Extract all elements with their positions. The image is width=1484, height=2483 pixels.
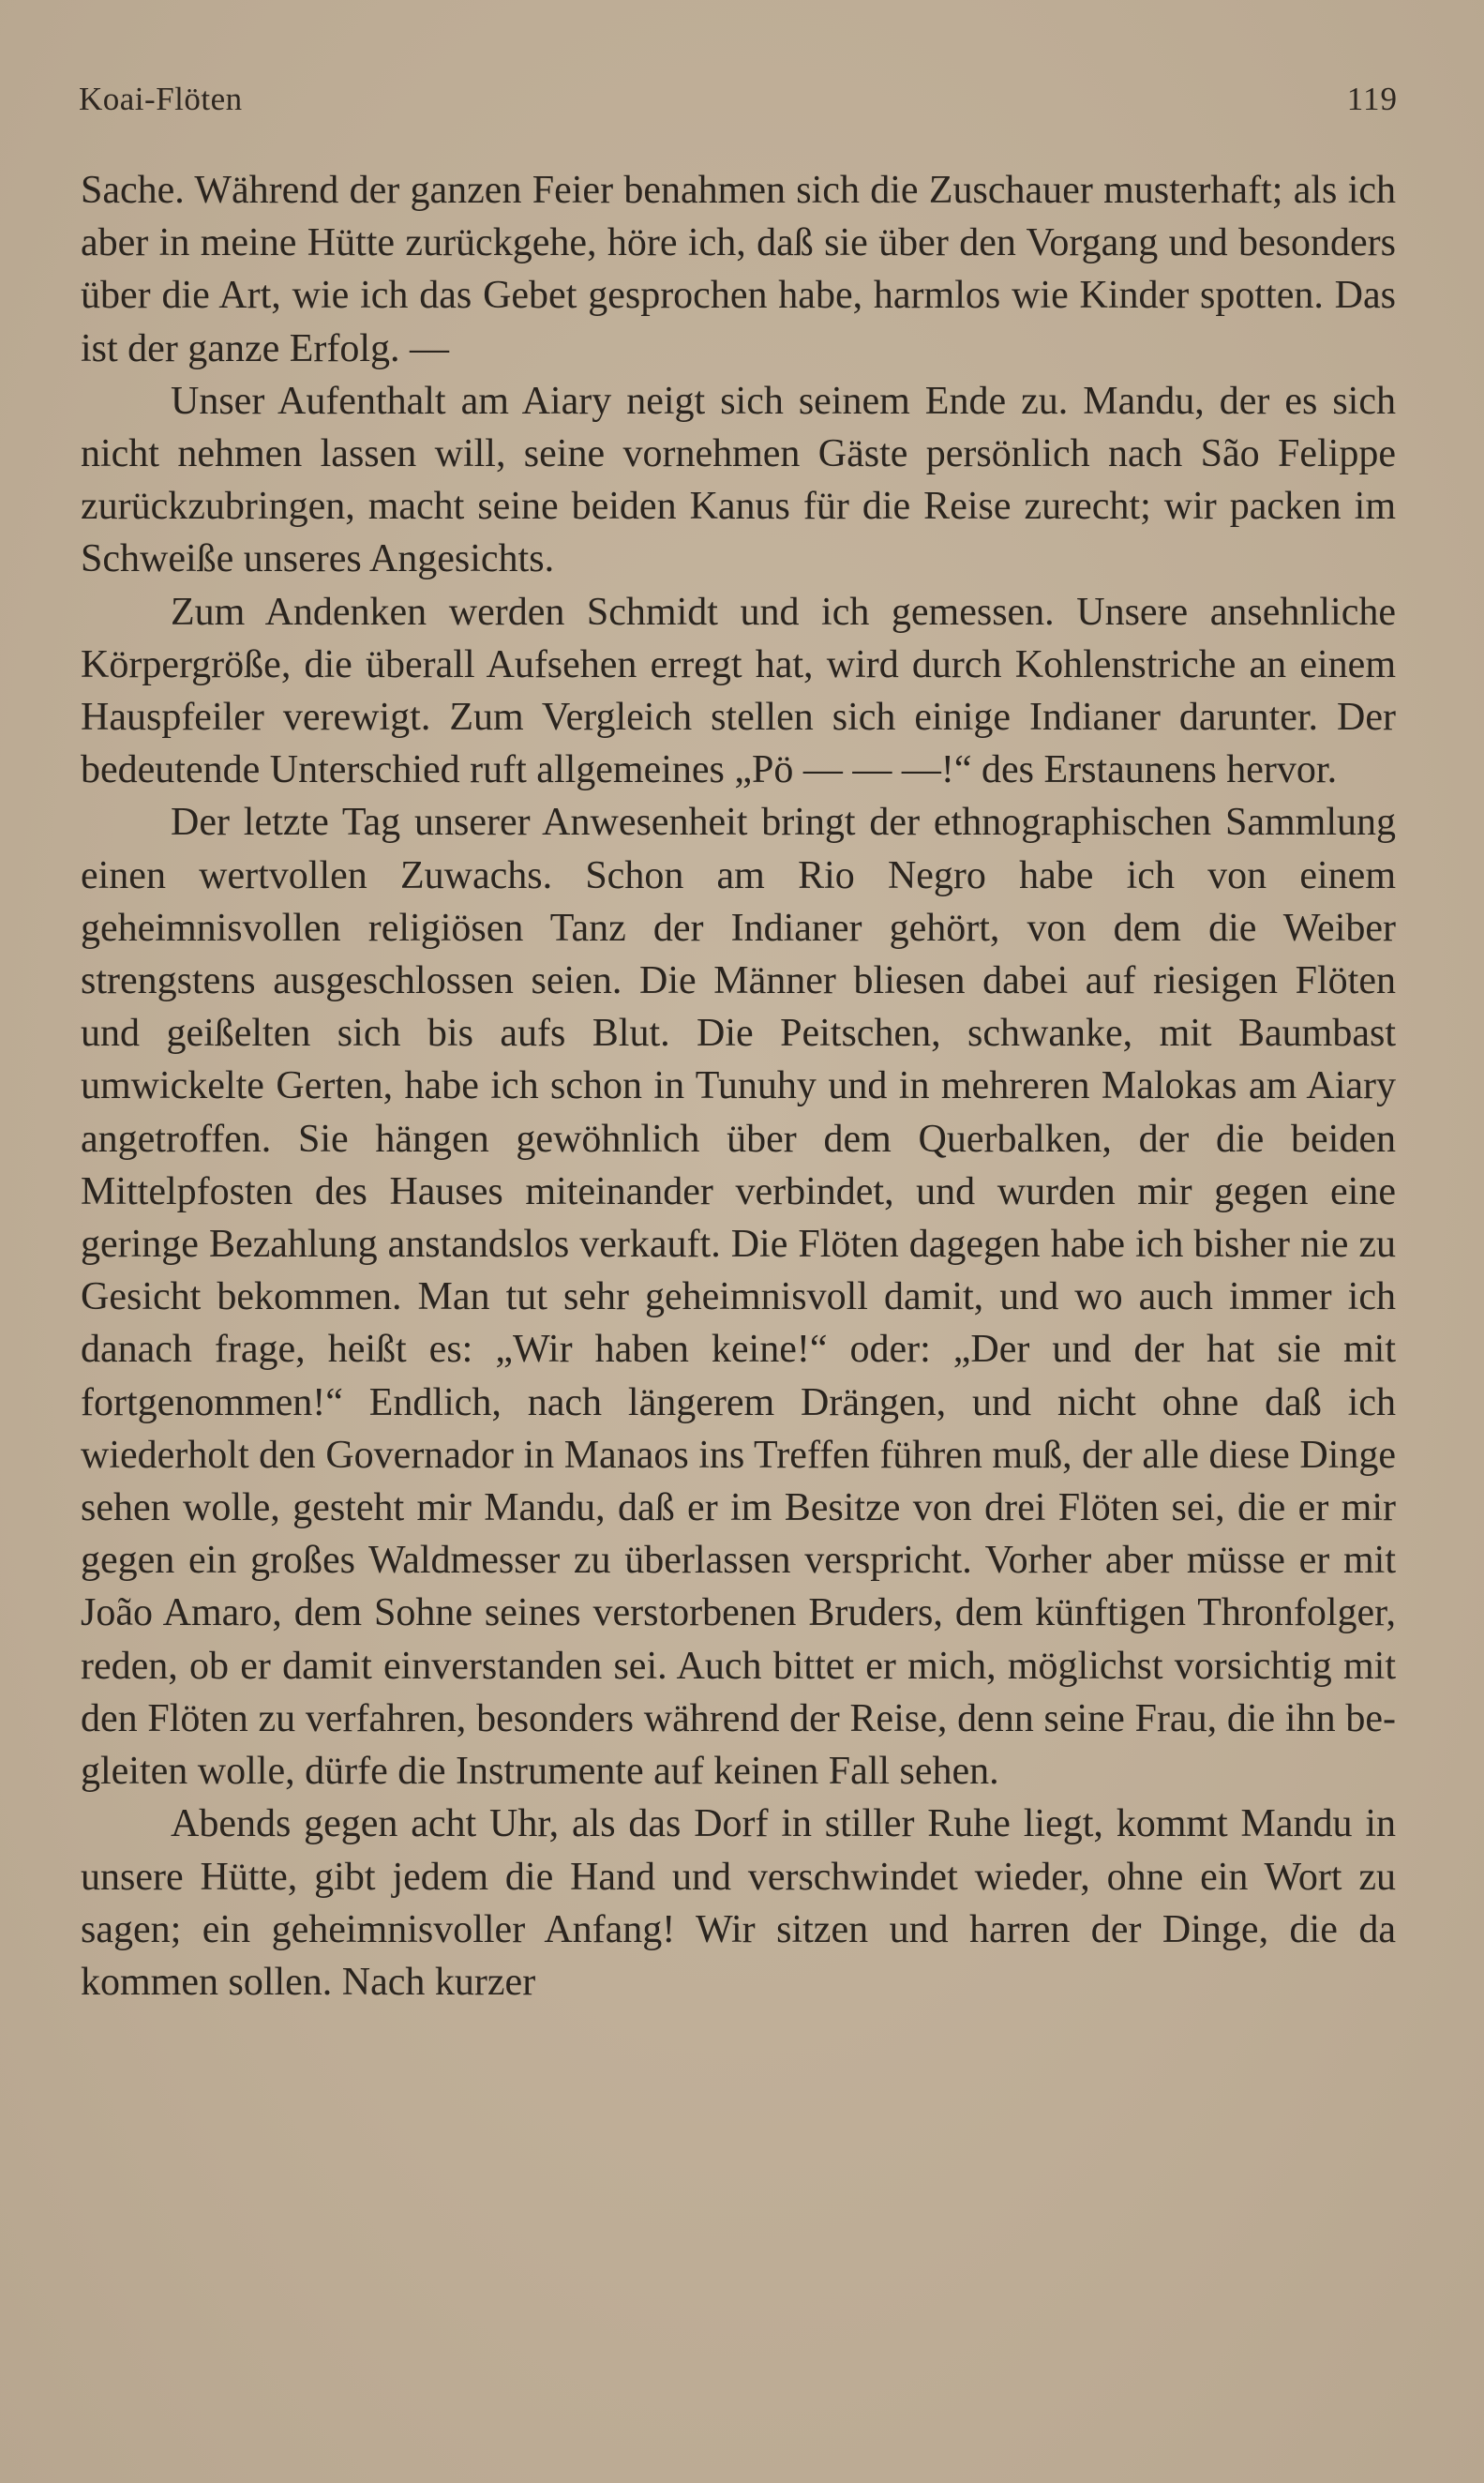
paragraph-flutes: Der letzte Tag unserer Anwesenheit bringt der ethnographischen Sammlung einen wertvollen Zuwachs. Schon am Rio Negro habe ich von einem geheimnisvollen religiösen Tanz der Indianer gehört, von dem die Weiber strengstens ausgeschlossen seien. Die Männer bliesen dabei auf riesigen Flöten und geißelten sich bis aufs Blut. Die Peitschen, schwanke, mit Baumbast umwickelte Gerten, habe ich schon in Tunuhy und in mehreren Malokas am Aiary angetroffen. Sie hängen gewöhnlich über dem Querbalken, der die beiden Mittelpfosten des Hauses miteinander verbindet, und wurden mir gegen eine geringe Bezahlung anstandslos verkauft. Die Flöten dagegen habe ich bisher nie zu Gesicht bekommen. Man tut sehr geheimnisvoll damit, und wo auch immer ich danach frage, heißt es: „Wir haben keine!“ oder: „Der und der hat sie mit fortgenommen!“ Endlich, nach längerem Drängen, und nicht ohne daß ich wiederholt den Governador in Manaos ins Treffen führen muß, der alle diese Dinge sehen wolle, gesteht mir Mandu, daß er im Besitze von drei Flöten sei, die er mir gegen ein großes Waldmesser zu überlassen verspricht. Vorher aber müsse er mit João Amaro, dem Sohne seines verstorbenen Bruders, dem künftigen Thronfolger, reden, ob er damit einverstanden sei. Auch bittet er mich, möglichst vorsichtig mit den Flöten zu verfahren, besonders während der Reise, denn seine Frau, die ihn begleiten wolle, dürfe die Instrumente auf keinen Fall sehen. [81,801,1396,1794]
paragraph-evening: Abends gegen acht Uhr, als das Dorf in stiller Ruhe liegt, kommt Mandu in unsere Hütte, gibt jedem die Hand und verschwindet wieder, ohne ein Wort zu sagen; ein geheimnisvoller Anfang! Wir sitzen und harren der Dinge, die da kommen sollen. Nach kurzer [81,1802,1396,2004]
paragraph-departure: Unser Aufenthalt am Aiary neigt sich seinem Ende zu. Mandu, der es sich nicht nehmen lassen will, seine vornehmen Gäste persönlich nach São Felippe zurückzubringen, macht seine beiden Kanus für die Reise zurecht; wir packen im Schweiße unseres Angesichts. [81,379,1396,581]
paragraph-measurement: Zum Andenken werden Schmidt und ich gemessen. Unsere ansehnliche Körpergröße, die überall Aufsehen erregt hat, wird durch Kohlenstriche an einem Hauspfeiler verewigt. Zum Vergleich stellen sich einige Indianer darunter. Der bedeutende Unterschied ruft allgemeines „Pö — — —!“ des Erstaunens hervor. [81,590,1396,792]
running-head: Koai-Flöten [79,81,243,117]
paragraph-continuation: Sache. Während der ganzen Feier benahmen sich die Zuschauer musterhaft; als ich aber in meine Hütte zurückgehe, höre ich, daß sie über den Vorgang und besonders über die Art, wie ich das Gebet gesprochen habe, harmlos wie Kinder spotten. Das ist der ganze Erfolg. — [81,169,1396,370]
body-text [81,164,1396,2009]
page-header [79,81,1398,128]
page-number: 119 [1346,81,1398,117]
